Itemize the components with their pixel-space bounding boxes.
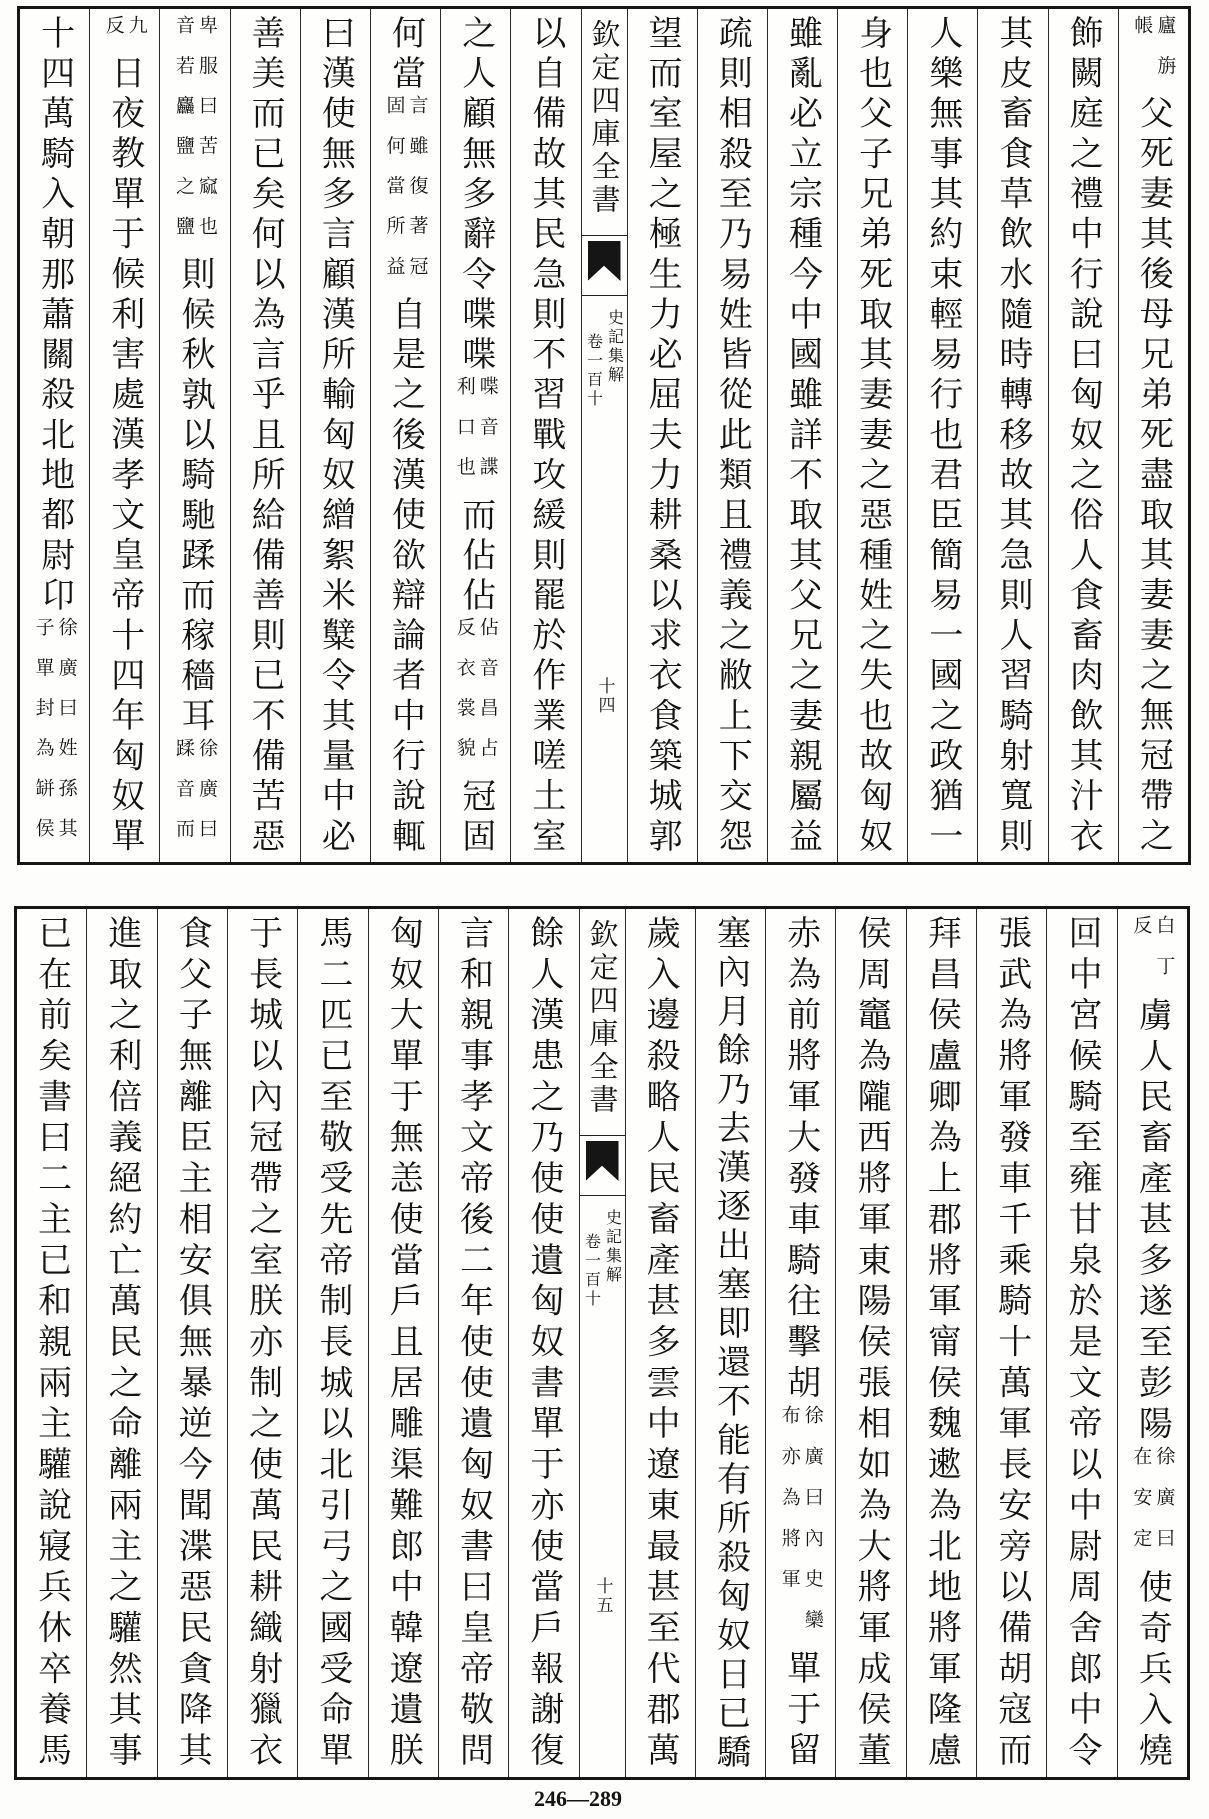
main-text: 以自備故其民急則不習戰攻緩則罷於作業嗟土室 (525, 15, 566, 858)
commentary-line: 反 (102, 15, 125, 56)
main-text: 侯周竈為隴西將軍東陽侯張相如為大將軍成侯董 (851, 915, 892, 1773)
text-column (440, 9, 510, 862)
commentary-line: 固何當所益 (383, 95, 406, 296)
main-text: 馬二匹已至敬受先帝制長城以北引弓之國受命單 (312, 915, 353, 1773)
main-text: 于長城以內冠帶之室朕亦制之使萬民耕織射獵衣 (242, 915, 283, 1773)
text-column (765, 909, 835, 1777)
commentary-note (104, 15, 146, 55)
fold-rule (582, 235, 627, 236)
text-column (767, 9, 837, 862)
main-text: 已在前矣書曰二主已和親兩主驩說寢兵休卒養馬 (31, 915, 72, 1773)
commentary-note (1130, 915, 1176, 997)
commentary-line: 徐廣曰姓孫其 (55, 617, 78, 858)
commentary-line: 廬旃 (1154, 15, 1177, 96)
commentary-note (174, 15, 216, 256)
main-text: 則候秋孰以騎馳蹂而稼穡耳 (174, 255, 215, 738)
main-text: 虜人民畜產甚多遂至彭陽 (1132, 996, 1173, 1447)
main-text: 人樂無事其約束輕易行也君臣簡易一國之政猶一 (922, 15, 963, 858)
text-column (1118, 9, 1188, 862)
main-text: 食父子無離臣主相安俱無暴逆今聞渫惡民貪降其 (172, 915, 213, 1773)
commentary-line: 徐廣曰 (1153, 1446, 1176, 1569)
commentary-note (780, 1405, 822, 1650)
volume-label: 卷一百十 (584, 333, 604, 409)
main-text: 塞內月餘乃去漢逐出塞即還不能有所殺匈奴日已驕 (710, 915, 751, 1773)
center-title: 欽定四庫全書 (585, 919, 620, 1117)
main-text: 餘人漢患之乃使使遺匈奴書單于亦使當戶報謝復 (523, 915, 564, 1773)
main-text: 曰漢使無多言顧漢所輸匈奴繒絮米糱令其量中必 (315, 15, 356, 858)
main-text: 張武為將軍發車千乘騎十萬軍長安旁以備胡寇而 (991, 915, 1032, 1773)
commentary-line: 徐廣曰內史欒 (801, 1405, 824, 1651)
main-text: 自是之後漢使欲辯論者中行說輒 (385, 295, 426, 858)
commentary-line: 喋音諜 (476, 376, 499, 497)
center-subtitle (580, 1209, 625, 1309)
text-column (1117, 909, 1187, 1777)
text-column (837, 9, 907, 862)
main-text: 望而室屋之極生力必屈夫力耕桑以求衣食築城郭 (642, 15, 683, 858)
text-column (1048, 9, 1118, 862)
text-column (20, 9, 89, 862)
commentary-line: 佔音昌占 (476, 617, 499, 778)
text-column (697, 9, 767, 862)
commentary-note (1130, 1446, 1176, 1569)
commentary-line: 布亦為將軍 (778, 1405, 801, 1610)
commentary-line: 反 (1130, 915, 1153, 956)
text-column (89, 9, 159, 862)
main-text: 進取之利倍義絕約亡萬民之命離兩主之驩然其事 (101, 915, 142, 1773)
text-column (906, 909, 976, 1777)
text-column (157, 909, 227, 1777)
text-column (907, 9, 977, 862)
main-text: 善美而已矣何以為言乎且所給備善則已不備苦惡 (245, 15, 286, 858)
fishtail-mark (588, 241, 621, 281)
main-text: 十四萬騎入朝那蕭關殺北地都尉卬 (34, 15, 75, 618)
commentary-line: 蹂音而 (172, 737, 195, 858)
text-column (976, 909, 1046, 1777)
commentary-line: 利口也 (453, 376, 476, 497)
text-column (370, 9, 440, 862)
main-text: 歲入邊殺略人民畜產甚多雲中遼東最甚至代郡萬 (640, 915, 681, 1773)
fold-rule (580, 1195, 625, 1196)
text-column (625, 909, 695, 1777)
commentary-note (174, 738, 216, 858)
main-text: 赤為前將軍大發車騎往擊胡 (780, 915, 821, 1406)
main-text: 疏則相殺至乃易姓皆從此類且禮義之敝上下交怨 (712, 15, 753, 858)
commentary-line: 音若麤鹽之鹽 (172, 15, 195, 256)
main-text: 之人顧無多辭令喋喋 (455, 15, 496, 377)
text-column (86, 909, 156, 1777)
main-text: 父死妻其後母兄弟死盡取其妻妻之無冠帶之 (1133, 95, 1174, 858)
text-column (835, 909, 905, 1777)
commentary-line: 九 (125, 15, 148, 56)
book-title: 史記集解 (605, 309, 625, 385)
commentary-line: 言雖復著冠 (406, 95, 429, 296)
center-title: 欽定四庫全書 (587, 19, 622, 217)
main-text: 其皮畜食草飲水隨時轉移故其急則人習騎射寬則 (993, 15, 1034, 858)
commentary-note (385, 95, 427, 296)
commentary-line: 卑服曰苦窳也 (195, 15, 218, 256)
commentary-line: 在安定 (1130, 1446, 1153, 1569)
volume-label: 卷一百十 (582, 1233, 602, 1309)
main-text: 回中宮候騎至雍甘泉於是文帝以中尉周舍郎中令 (1062, 915, 1103, 1773)
text-column (159, 9, 229, 862)
text-column (508, 909, 578, 1777)
main-text: 而佔佔 (455, 496, 496, 618)
text-column (627, 9, 697, 862)
folio-panel-top (17, 6, 1191, 865)
text-column (297, 909, 367, 1777)
text-column (438, 909, 508, 1777)
main-text: 身也父子兄弟死取其妻妻之惡種姓之失也故匈奴 (852, 15, 893, 858)
main-text: 雖亂必立宗種今中國雖詳不取其父兄之妻親屬益 (782, 15, 823, 858)
center-fold (581, 9, 627, 862)
text-column (695, 909, 765, 1777)
fold-rule (580, 1135, 625, 1136)
commentary-line: 帳 (1131, 15, 1154, 56)
center-fold (579, 909, 625, 1777)
commentary-line: 徐廣曰 (195, 737, 218, 858)
commentary-note (1131, 15, 1177, 96)
text-column (977, 9, 1047, 862)
center-subtitle (582, 309, 627, 409)
commentary-line: 子單封為缾侯 (32, 617, 55, 858)
folio-number: 十四 (594, 677, 615, 715)
commentary-line: 反衣裳貌 (453, 617, 476, 778)
main-text: 拜昌侯盧卿為上郡將軍甯侯魏遬為北地將軍隆慮 (921, 915, 962, 1773)
text-column (510, 9, 580, 862)
main-text: 冠固 (455, 777, 496, 858)
text-column (230, 9, 300, 862)
main-text: 日夜教單于候利害處漢孝文皇帝十四年匈奴單 (104, 55, 145, 858)
folio-number: 十五 (592, 1577, 613, 1615)
text-column (368, 909, 438, 1777)
main-text: 何當 (385, 15, 426, 96)
commentary-note (455, 617, 497, 778)
main-text: 單于留 (780, 1650, 821, 1773)
page-number: 246—289 (534, 1786, 622, 1811)
fold-rule (582, 295, 627, 296)
main-text: 使奇兵入燒 (1132, 1568, 1173, 1773)
commentary-note (34, 617, 76, 858)
commentary-line: 白丁 (1153, 915, 1176, 997)
text-column (227, 909, 297, 1777)
text-column (1046, 909, 1116, 1777)
book-title: 史記集解 (603, 1209, 623, 1285)
text-column (300, 9, 370, 862)
fishtail-mark (586, 1141, 619, 1181)
main-text: 言和親事孝文帝後二年使使遺匈奴書曰皇帝敬問 (453, 915, 494, 1773)
main-text: 匈奴大單于無恙使當戶且居雕渠難郎中韓遼遺朕 (383, 915, 424, 1773)
main-text: 飾闕庭之禮中行說曰匈奴之俗人食畜肉飲其汁衣 (1063, 15, 1104, 858)
commentary-note (455, 376, 497, 496)
folio-panel-bottom (14, 906, 1190, 1780)
text-column (17, 909, 86, 1777)
